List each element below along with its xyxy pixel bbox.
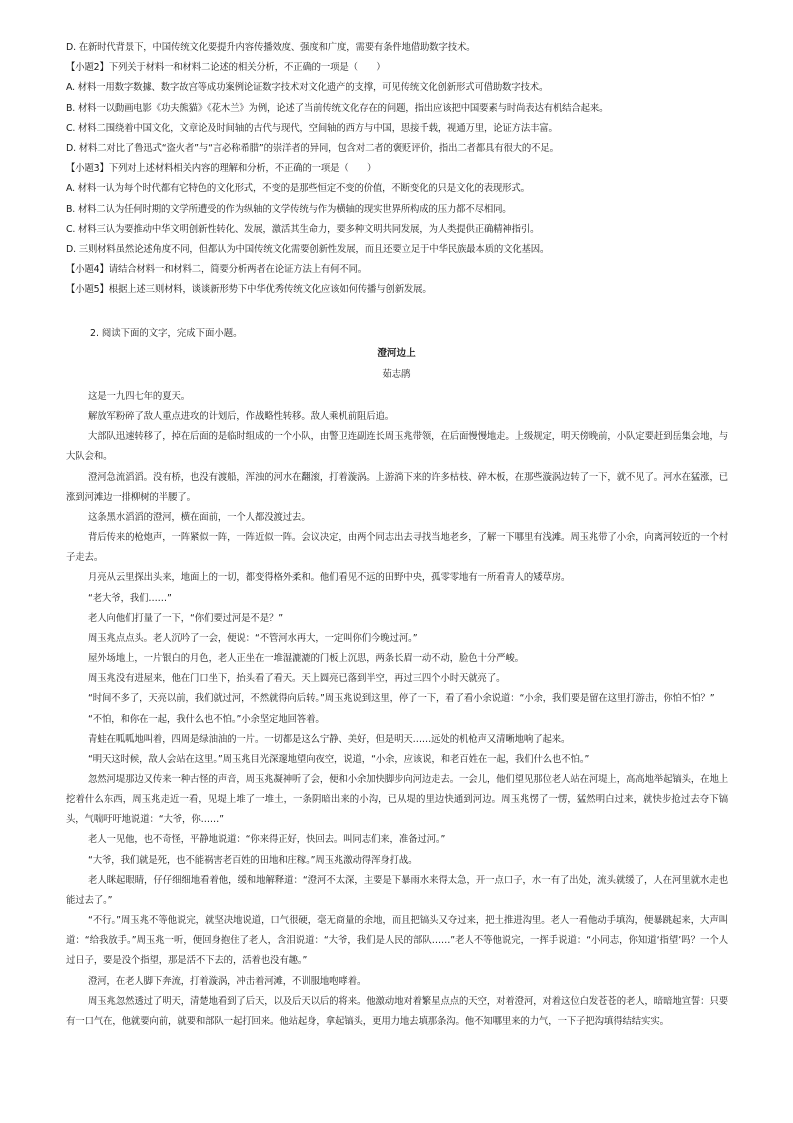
- question-stem: 【小题4】请结合材料一和材料二，简要分析两者在论证方法上有何不同。: [66, 264, 368, 276]
- story-title: 澄河边上: [377, 348, 416, 359]
- paragraph: 青蛙在呱呱地叫着，四周是绿油油的一片。一切都是这么宁静、美好，但是明天……远处的机枪声又清晰地响了起来。: [88, 733, 571, 745]
- question-stem: 【小题2】下列关于材料一和材料二论述的相关分析，不正确的一项是（ ）: [66, 62, 386, 74]
- question-stem: 【小题3】下列对上述材料相关内容的理解和分析，不正确的一项是（ ）: [66, 163, 377, 175]
- paragraph: 这是一九四七年的夏天。: [88, 391, 191, 402]
- option-line: B. 材料二认为任何时期的文学所遭受的作为纵轴的文学传统与作为横轴的现实世界所构成的压力都不尽相同。: [66, 203, 512, 215]
- option-line: D. 三则材料虽然论述角度不同，但都认为中国传统文化需要创新性发展，而且还要立足于中华民族最本质的文化基因。: [66, 243, 550, 255]
- paragraph: 周玉兆点点头。老人沉吟了一会，便说：“不管河水再大，一定叫你们今晚过河。”: [88, 632, 418, 644]
- question-section: [66, 38, 732, 300]
- paragraph: 屋外场地上，一片银白的月色，老人正坐在一堆湿漉漉的门板上沉思，两条长眉一动不动，脸色十分严峻。: [88, 653, 524, 665]
- option-line: B. 材料一以動画电影《功夫熊猫》《花木兰》为例，论述了当前传统文化存在的问题，指出应该把中国要素与时尚表达有机结合起来。: [66, 102, 609, 114]
- story-body: [66, 387, 728, 1032]
- paragraph: 周玉兆忽然透过了明天，清楚地看到了后天，以及后天以后的将来。他激动地对着繁星点点的天空，对着澄河，对着这位白发苍苍的老人，暗暗地宣誓：只要有一口气在，他就要向前，就要和部队一起打回来。他站起身，拿起镐头，更用力地去填那条沟。他不知哪里来的力气，一下子把沟填得结结实实。: [66, 995, 728, 1027]
- paragraph: “时间不多了，天亮以前，我们就过河，不然就得向后转。”周玉兆说到这里，停了一下，看了看小余说道：“小余，我们要是留在这里打游击，你怕不怕？”: [88, 693, 715, 705]
- paragraph: 解放军粉碎了敌人重点进攻的计划后，作战略性转移。敌人乘机前阻后追。: [88, 411, 395, 423]
- paragraph: 月亮从云里探出头来，地面上的一切，都变得格外柔和。他们看见不远的田野中央，孤零零地有一所看青人的矮草房。: [88, 572, 571, 584]
- reading-intro: 2. 阅读下面的文字，完成下面小题。: [90, 328, 243, 339]
- paragraph: 这条黑水滔滔的澄河，横在面前，一个人都没渡过去。: [88, 511, 311, 523]
- paragraph: 周玉兆没有进屋来，他在门口坐下，抬头看了看天。天上圆亮已落到半空，再过三四个小时天就亮了。: [88, 673, 506, 685]
- paragraph: 背后传来的枪炮声，一阵紧似一阵，一阵近似一阵。会议决定，由两个同志出去寻找当地老乡，了解一下哪里有浅滩。周玉兆带了小余，向离河较近的一个村子走去。: [66, 532, 728, 564]
- paragraph: “老大爷，我们……”: [88, 592, 172, 604]
- paragraph: 忽然河堤那边又传来一种古怪的声音，周玉兆凝神听了会，便和小余加快脚步向河边走去。一会儿，他们望见那位老人站在河堤上，高高地举起镐头，在地上挖着什么东西，周玉兆走近一看，见堤上堆了一堆土，一条阴暗出来的小沟，已从堤的里边快通到河边。周玉兆愣了一愣，猛然明白过来，就快步抢过去夺下镐头，气喘吁吁地说道：“大爷，你……”: [66, 773, 728, 826]
- paragraph: 老人眯起眼睛，仔仔细细地看着他，缓和地解释道：“澄河不太深，主要是下暴雨水来得太急，开一点口子，水一有了出处，流头就缓了，人在河里就水走也能过去了。”: [66, 874, 728, 906]
- paragraph: “明天这时候，敌人会站在这里。”周玉兆目光深邃地望向夜空，说道，“小余，应该说，和老百姓在一起，我们什么也不怕。”: [88, 753, 590, 765]
- story-author: 茹志鹃: [382, 369, 411, 380]
- option-line: A. 材料一用数字数據、数字故宫等成功案例论证数字技术对文化遗产的支撑，可见传统文化创新形式可借助数字技术。: [66, 82, 549, 94]
- option-line: D. 材料二对比了鲁迅式“盗火者”与“言必称希腊”的崇洋者的异同，包含对二者的褒贬评价，指出二者都具有很大的不足。: [66, 142, 559, 154]
- option-line: C. 材料二围绕着中国文化，文章论及时间轴的古代与现代，空间轴的西方与中国，思接千载，视通万里，论证方法丰富。: [66, 122, 558, 134]
- paragraph: 澄河急流滔滔。没有桥，也没有渡船，浑浊的河水在翻滚，打着漩涡。上游淌下来的许多枯枝、碎木板，在那些漩涡边转了一下，就不见了。河水在猛涨，已涨到河滩边一排柳树的半腰了。: [66, 471, 728, 503]
- option-line: C. 材料三认为要推动中华文明创新性转化、发展，激活其生命力，要多种文明共同发展，为人类提供正确精神指引。: [66, 223, 540, 235]
- paragraph: “不行。”周玉兆不等他说完，就坚决地说道，口气很硬，毫无商量的余地，而且把镐头又夺过来，把土推进沟里。老人一看他动手填沟，便暴跳起来，大声叫道：“给我放手。”周玉兆一听，便回身抱住了老人，含泪说道：“大爷，我们是人民的部队……”老人不等他说完，一挥手说道：“小同志，你知道‘指望’吗？一个人过日子，要是没个指望，那是活不下去的，活着也没有趣。”: [66, 915, 728, 967]
- paragraph: 老人一见他，也不奇怪，平静地说道：“你来得正好，快回去。叫同志们来，准备过河。”: [88, 834, 446, 846]
- paragraph: “不怕，和你在一起，我什么也不怕。”小余坚定地回答着。: [88, 713, 325, 725]
- question-stem: 【小题5】根据上述三则材料，谈谈新形势下中华优秀传统文化应该如何传播与创新发展。: [66, 284, 432, 296]
- paragraph: 老人向他们打量了一下，“你们要过河是不是？”: [88, 612, 284, 624]
- paragraph: 澄河，在老人脚下奔流，打着漩涡，冲击着河滩，不训服地咆哮着。: [88, 975, 367, 987]
- option-line: D. 在新时代背景下，中国传统文化要提升内容传播效度、强度和广度，需要有条件地借助数字技术。: [66, 42, 476, 53]
- option-line: A. 材料一认为每个时代都有它特色的文化形式，不变的是那些恒定不变的价值，不断变化的只是文化的表现形式。: [66, 183, 530, 195]
- paragraph: “大爷，我们就是死，也不能祸害老百姓的田地和庄稼。”周玉兆激动得浑身打战。: [88, 854, 418, 866]
- paragraph: 大部队迅速转移了，掉在后面的是临时组成的一个小队，由警卫连副连长周玉兆带领，在后面慢慢地走。上级规定，明天傍晚前，小队定要赶到岳集会地，与大队会和。: [66, 431, 728, 463]
